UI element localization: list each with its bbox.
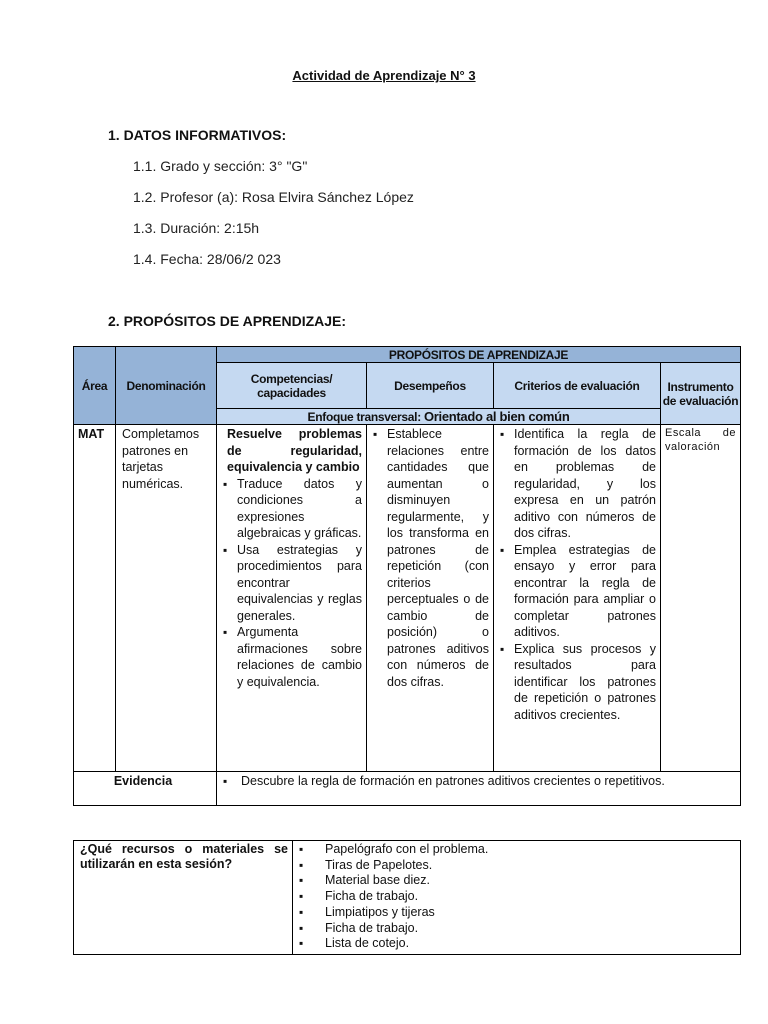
header-area: Área [74,347,116,425]
list-item: ▪ Identifica la regla de formación de los datos en problemas de regularidad, y los expresa en un patrón aditivo con números de dos cifras. [498,426,656,542]
list-item: ▪ Usa estrategias y procedimientos para encontrar equivalencias y reglas generales. [221,542,362,625]
page-title: Actividad de Aprendizaje N° 3 [292,68,476,83]
cell-evidencia [217,772,741,806]
section-1-heading: 1. DATOS INFORMATIVOS: [108,127,287,143]
capacidades-list [221,476,362,691]
cell-criterios [494,425,661,772]
info-duracion: 1.3. Duración: 2:15h [133,220,260,236]
competencia-title: Resuelve problemas de regularidad, equivalencia y cambio [227,427,362,474]
list-item: ▪ Ficha de trabajo. [297,889,736,905]
list-item: ▪ Explica sus procesos y resultados para identificar los patrones de repetición o patrones aditivos crecientes. [498,641,656,724]
header-propositos: PROPÓSITOS DE APRENDIZAJE [217,347,741,363]
header-denominacion: Denominación [116,347,217,425]
enfoque-transversal: Enfoque transversal: Orientado al bien común [217,409,661,425]
list-item: ▪ Emplea estrategias de ensayo y error para encontrar la regla de formación para ampliar o completar patrones aditivos. [498,542,656,641]
cell-competencias [217,425,367,772]
header-desempenos: Desempeños [367,363,494,409]
list-item: ▪ Establece relaciones entre cantidades que aumentan o disminuyen regularmente, y los transforma en patrones de repetición (con criterios perceptuales o de cambio de posición) o patrones aditivos con números de dos cifras. [371,426,489,690]
header-competencias: Competencias/ capacidades [217,363,367,409]
list-item: ▪ Traduce datos y condiciones a expresiones algebraicas y gráficas. [221,476,362,542]
list-item: ▪ Ficha de trabajo. [297,921,736,937]
info-profesor: 1.2. Profesor (a): Rosa Elvira Sánchez López [133,189,414,205]
resources-question: ¿Qué recursos o materiales se utilizarán en esta sesión? [74,841,293,955]
header-criterios: Criterios de evaluación [494,363,661,409]
cell-denominacion: Completamos patrones en tarjetas numéricas. [116,425,217,772]
list-item: ▪ Lista de cotejo. [297,936,736,952]
list-item: ▪ Papelógrafo con el problema. [297,842,736,858]
resources-list-cell [293,841,741,955]
cell-desempenos [367,425,494,772]
cell-area: MAT [74,425,116,772]
purposes-table [73,346,741,806]
resources-list [297,842,736,952]
list-item: ▪ Argumenta afirmaciones sobre relaciones de cambio y equivalencia. [221,624,362,690]
list-item: ▪ Tiras de Papelotes. [297,858,736,874]
header-instrumento: Instrumento de evaluación [661,363,741,425]
list-item: ▪ Limpiatipos y tijeras [297,905,736,921]
info-fecha: 1.4. Fecha: 28/06/2 023 [133,251,281,267]
info-grado: 1.1. Grado y sección: 3° "G" [133,158,308,174]
list-item: ▪ Material base diez. [297,873,736,889]
cell-instrumento: Escala de valoración [661,425,741,772]
list-item: ▪ Descubre la regla de formación en patrones aditivos crecientes o repetitivos. [221,773,736,790]
resources-table [73,840,741,955]
evidencia-label: Evidencia [74,772,217,806]
section-2-heading: 2. PROPÓSITOS DE APRENDIZAJE: [108,313,347,329]
